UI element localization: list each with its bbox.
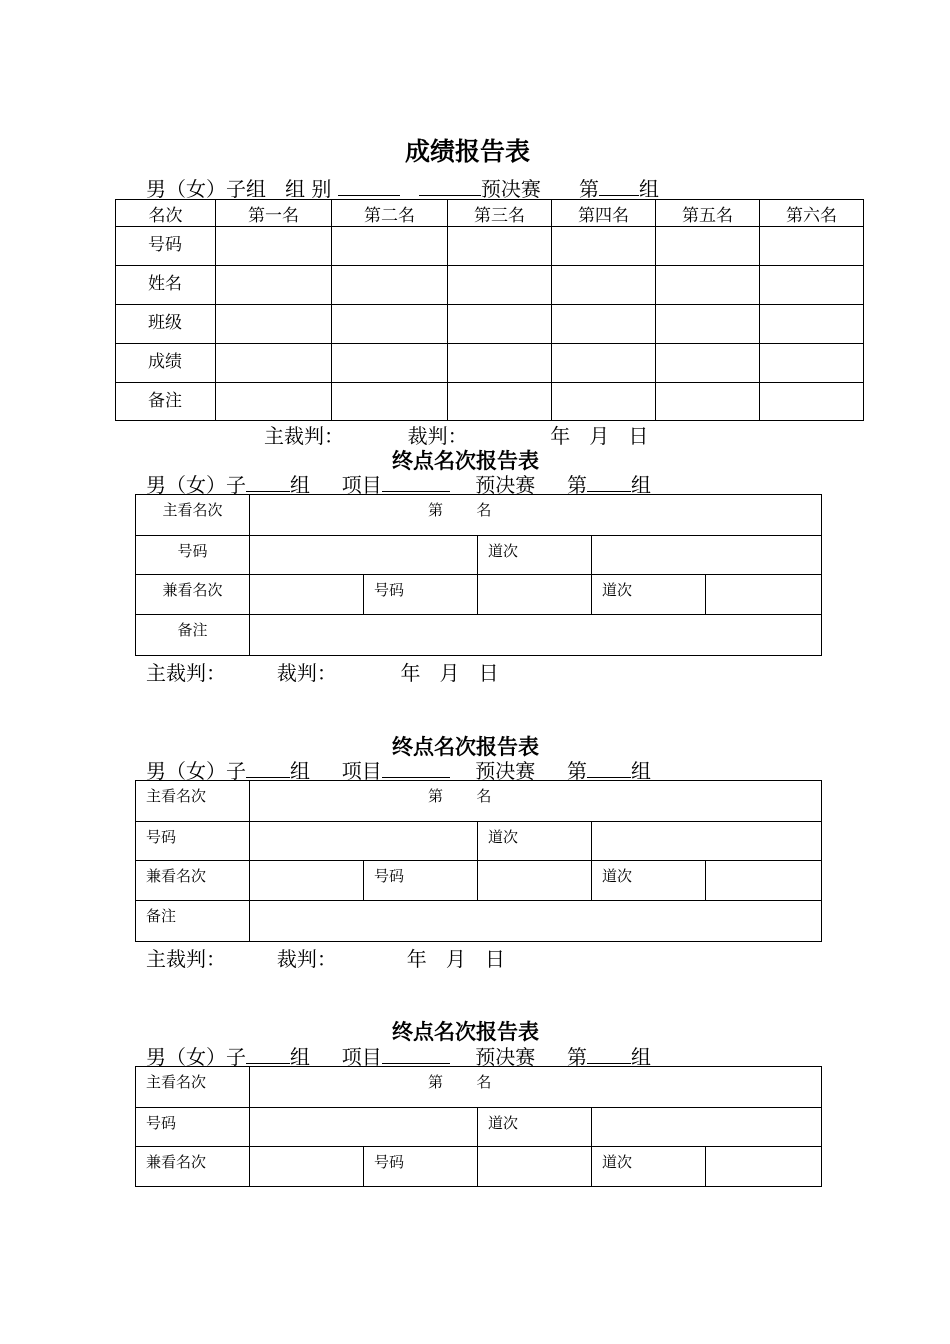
cell[interactable] bbox=[332, 305, 448, 344]
gender-label: 男（女）子 bbox=[146, 1045, 246, 1069]
cell[interactable] bbox=[760, 383, 864, 421]
rank-ming-label: 名 bbox=[476, 501, 492, 519]
heat-blank[interactable] bbox=[587, 473, 631, 492]
date-label: 年 月 日 bbox=[406, 947, 505, 971]
row-label-number: 号码 bbox=[116, 227, 216, 266]
zu-label: 组 bbox=[290, 473, 310, 497]
main-rank-label: 主看名次 bbox=[136, 1067, 250, 1108]
lane-cell-2[interactable] bbox=[706, 575, 822, 615]
zu-label-2: 组 bbox=[631, 1045, 652, 1069]
chief-judge-label: 主裁判： bbox=[146, 661, 226, 685]
gender-label: 男（女）子 bbox=[146, 473, 246, 497]
chief-judge-label: 主裁判： bbox=[264, 424, 344, 448]
heat-blank[interactable] bbox=[587, 1045, 631, 1064]
cell[interactable] bbox=[656, 383, 760, 421]
lane-cell-2[interactable] bbox=[706, 861, 822, 901]
number-label: 号码 bbox=[136, 1108, 250, 1147]
cell[interactable] bbox=[216, 305, 332, 344]
number-cell[interactable] bbox=[250, 822, 478, 861]
main-rank-cell[interactable] bbox=[250, 781, 822, 822]
gender-label: 男（女）子组 bbox=[146, 177, 266, 201]
cell[interactable] bbox=[448, 266, 552, 305]
cell[interactable] bbox=[552, 383, 656, 421]
judge-label: 裁判： bbox=[276, 947, 337, 971]
col-second: 第二名 bbox=[332, 200, 448, 227]
item-label: 项目 bbox=[341, 473, 382, 497]
prelim-label: 预决赛 bbox=[480, 177, 541, 201]
lane-cell[interactable] bbox=[592, 1108, 822, 1147]
item-blank[interactable] bbox=[382, 759, 450, 778]
finish3-table bbox=[135, 1066, 822, 1187]
finish2-footer bbox=[146, 943, 505, 972]
cell[interactable] bbox=[760, 344, 864, 383]
col-rank: 名次 bbox=[116, 200, 216, 227]
cell[interactable] bbox=[332, 266, 448, 305]
lane-cell[interactable] bbox=[592, 536, 822, 575]
col-fifth: 第五名 bbox=[656, 200, 760, 227]
lane-label: 道次 bbox=[478, 536, 592, 575]
note-label: 备注 bbox=[136, 615, 250, 656]
note-cell[interactable] bbox=[250, 615, 822, 656]
row-number bbox=[116, 227, 864, 266]
lane-label-2: 道次 bbox=[592, 861, 706, 901]
prelim-label: 预决赛 bbox=[475, 1045, 536, 1069]
cell[interactable] bbox=[760, 305, 864, 344]
group-blank[interactable] bbox=[338, 177, 400, 196]
gender-label: 男（女）子 bbox=[146, 759, 246, 783]
finish1-table bbox=[135, 494, 822, 656]
cell[interactable] bbox=[216, 344, 332, 383]
cell[interactable] bbox=[760, 227, 864, 266]
prelim-label: 预决赛 bbox=[475, 759, 536, 783]
date-label: 年 月 日 bbox=[400, 661, 499, 685]
cell[interactable] bbox=[448, 383, 552, 421]
finish2-title: 终点名次报告表 bbox=[392, 734, 539, 759]
col-first: 第一名 bbox=[216, 200, 332, 227]
co-rank-cell[interactable] bbox=[250, 575, 364, 615]
note-label: 备注 bbox=[136, 901, 250, 942]
number-label-2: 号码 bbox=[364, 575, 478, 615]
judge-label: 裁判： bbox=[276, 661, 337, 685]
row-name bbox=[116, 266, 864, 305]
co-rank-label: 兼看名次 bbox=[136, 1147, 250, 1187]
number-cell[interactable] bbox=[250, 1108, 478, 1147]
cell[interactable] bbox=[332, 227, 448, 266]
form1-header bbox=[146, 173, 659, 202]
number-label-2: 号码 bbox=[364, 1147, 478, 1187]
cell[interactable] bbox=[552, 344, 656, 383]
judge-label: 裁判： bbox=[407, 424, 468, 448]
di-label: 第 bbox=[567, 759, 588, 783]
number-cell[interactable] bbox=[250, 536, 478, 575]
cell[interactable] bbox=[552, 227, 656, 266]
chief-judge-label: 主裁判： bbox=[146, 947, 226, 971]
lane-label: 道次 bbox=[478, 822, 592, 861]
cell[interactable] bbox=[332, 344, 448, 383]
cell[interactable] bbox=[552, 266, 656, 305]
finish2-table bbox=[135, 780, 822, 942]
col-third: 第三名 bbox=[448, 200, 552, 227]
rank-ming-label: 名 bbox=[476, 787, 492, 805]
cell[interactable] bbox=[216, 266, 332, 305]
item-label: 项目 bbox=[341, 1045, 382, 1069]
main-rank-label: 主看名次 bbox=[136, 495, 250, 536]
finish3-title: 终点名次报告表 bbox=[392, 1019, 539, 1044]
group-blank[interactable] bbox=[246, 473, 290, 492]
row-label-score: 成绩 bbox=[116, 344, 216, 383]
cell[interactable] bbox=[656, 344, 760, 383]
number-cell-2[interactable] bbox=[478, 1147, 592, 1187]
cell[interactable] bbox=[448, 305, 552, 344]
di-label: 第 bbox=[567, 1045, 588, 1069]
main-rank-cell[interactable] bbox=[250, 1067, 822, 1108]
rank-di-label: 第 bbox=[428, 501, 444, 519]
prelim-label: 预决赛 bbox=[475, 473, 536, 497]
item-blank[interactable] bbox=[382, 1045, 450, 1064]
rank-ming-label: 名 bbox=[476, 1073, 492, 1091]
main-rank-cell[interactable] bbox=[250, 495, 822, 536]
number-label: 号码 bbox=[136, 536, 250, 575]
form1-title: 成绩报告表 bbox=[405, 137, 531, 166]
number-label-2: 号码 bbox=[364, 861, 478, 901]
number-cell-2[interactable] bbox=[478, 861, 592, 901]
item-label: 项目 bbox=[341, 759, 382, 783]
number-label: 号码 bbox=[136, 822, 250, 861]
co-rank-label: 兼看名次 bbox=[136, 575, 250, 615]
row-label-note: 备注 bbox=[116, 383, 216, 421]
row-class bbox=[116, 305, 864, 344]
col-fourth: 第四名 bbox=[552, 200, 656, 227]
zu-label-2: 组 bbox=[631, 759, 652, 783]
cell[interactable] bbox=[448, 344, 552, 383]
di-label: 第 bbox=[579, 177, 600, 201]
group-label: 组 别 bbox=[285, 177, 332, 201]
row-label-class: 班级 bbox=[116, 305, 216, 344]
note-cell[interactable] bbox=[250, 901, 822, 942]
co-rank-label: 兼看名次 bbox=[136, 861, 250, 901]
zu-label-2: 组 bbox=[631, 473, 652, 497]
header-row bbox=[116, 200, 864, 227]
group-blank-2[interactable] bbox=[419, 177, 481, 196]
item-blank[interactable] bbox=[382, 473, 450, 492]
zu-label: 组 bbox=[639, 177, 660, 201]
cell[interactable] bbox=[332, 383, 448, 421]
cell[interactable] bbox=[760, 266, 864, 305]
zu-label: 组 bbox=[290, 1045, 310, 1069]
finish1-footer bbox=[146, 657, 499, 686]
rank-di-label: 第 bbox=[428, 1073, 444, 1091]
row-score bbox=[116, 344, 864, 383]
cell[interactable] bbox=[552, 305, 656, 344]
lane-cell-2[interactable] bbox=[706, 1147, 822, 1187]
heat-blank[interactable] bbox=[587, 759, 631, 778]
co-rank-cell[interactable] bbox=[250, 861, 364, 901]
di-label: 第 bbox=[567, 473, 588, 497]
co-rank-cell[interactable] bbox=[250, 1147, 364, 1187]
zu-label: 组 bbox=[290, 759, 310, 783]
group-blank[interactable] bbox=[246, 759, 290, 778]
cell[interactable] bbox=[656, 227, 760, 266]
results-table bbox=[115, 199, 864, 421]
heat-blank[interactable] bbox=[599, 177, 639, 196]
date-label: 年 月 日 bbox=[550, 424, 649, 448]
rank-di-label: 第 bbox=[428, 787, 444, 805]
lane-cell[interactable] bbox=[592, 822, 822, 861]
group-blank[interactable] bbox=[246, 1045, 290, 1064]
cell[interactable] bbox=[656, 305, 760, 344]
row-label-name: 姓名 bbox=[116, 266, 216, 305]
number-cell-2[interactable] bbox=[478, 575, 592, 615]
lane-label: 道次 bbox=[478, 1108, 592, 1147]
main-rank-label: 主看名次 bbox=[136, 781, 250, 822]
cell[interactable] bbox=[656, 266, 760, 305]
finish1-title: 终点名次报告表 bbox=[392, 448, 539, 473]
cell[interactable] bbox=[216, 383, 332, 421]
cell[interactable] bbox=[216, 227, 332, 266]
lane-label-2: 道次 bbox=[592, 575, 706, 615]
cell[interactable] bbox=[448, 227, 552, 266]
row-note bbox=[116, 383, 864, 421]
lane-label-2: 道次 bbox=[592, 1147, 706, 1187]
col-sixth: 第六名 bbox=[760, 200, 864, 227]
